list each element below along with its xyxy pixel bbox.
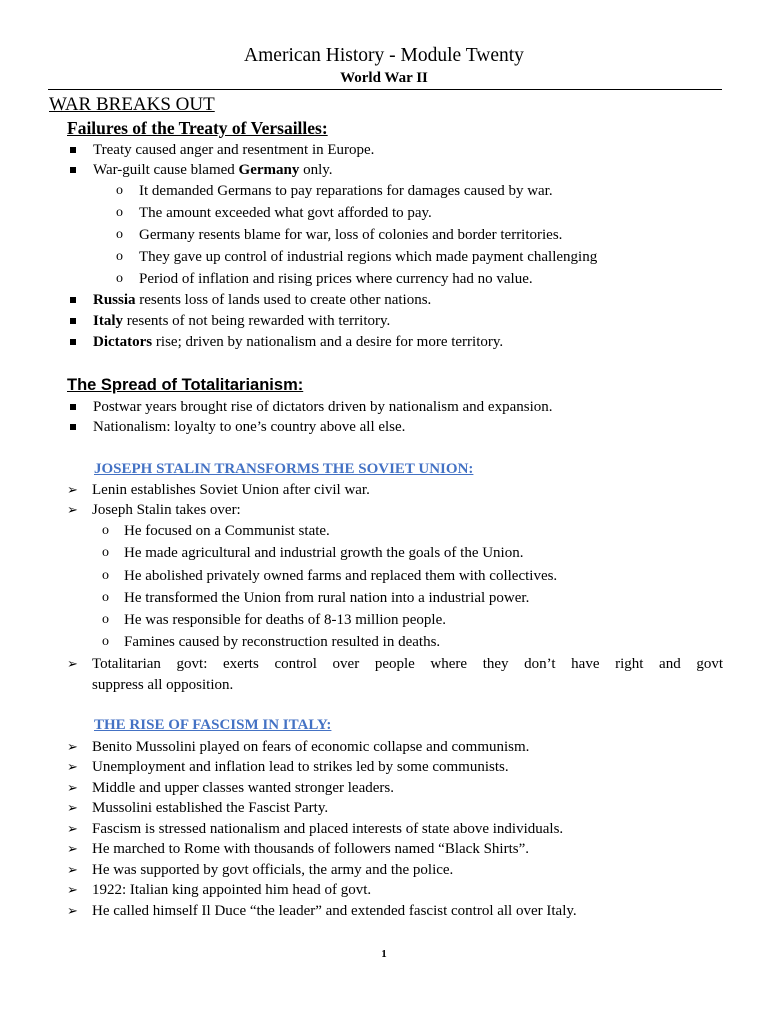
list-item: He was responsible for deaths of 8-13 million people.: [124, 612, 447, 628]
arrow-bullet-icon: ➢: [67, 656, 78, 671]
list-item: Nationalism: loyalty to one’s country above all else.: [93, 419, 406, 435]
list-item: He transformed the Union from rural nation into a industrial power.: [124, 590, 530, 606]
circle-bullet-icon: o: [102, 590, 109, 605]
circle-bullet-icon: o: [102, 612, 109, 627]
list-item: Totalitarian govt: exerts control over people where they don’t have right and govt: [92, 656, 723, 672]
list-item: He marched to Rome with thousands of followers named “Black Shirts”.: [92, 841, 529, 857]
square-bullet-icon: [70, 297, 76, 303]
list-item: Period of inflation and rising prices where currency had no value.: [139, 271, 533, 287]
list-item: He called himself Il Duce “the leader” and extended fascist control all over Italy.: [92, 903, 577, 919]
page-number: 1: [381, 948, 387, 960]
list-item: He made agricultural and industrial growth the goals of the Union.: [124, 545, 524, 561]
list-item: Lenin establishes Soviet Union after civil war.: [92, 482, 370, 498]
list-item-continuation: suppress all opposition.: [92, 677, 234, 693]
list-item: Joseph Stalin takes over:: [92, 502, 241, 518]
list-item: Benito Mussolini played on fears of economic collapse and communism.: [92, 739, 530, 755]
section-title-versailles: Failures of the Treaty of Versailles:: [67, 118, 328, 138]
list-item: Treaty caused anger and resentment in Europe.: [93, 142, 375, 158]
circle-bullet-icon: o: [116, 227, 123, 242]
document-title: American History - Module Twenty: [244, 45, 524, 66]
list-item: Mussolini established the Fascist Party.: [92, 800, 329, 816]
square-bullet-icon: [70, 318, 76, 324]
arrow-bullet-icon: ➢: [67, 780, 78, 795]
arrow-bullet-icon: ➢: [67, 502, 78, 517]
list-item: Russia resents loss of lands used to create other nations.: [93, 292, 432, 308]
square-bullet-icon: [70, 424, 76, 430]
arrow-bullet-icon: ➢: [67, 903, 78, 918]
circle-bullet-icon: o: [102, 523, 109, 538]
square-bullet-icon: [70, 147, 76, 153]
list-item: He was supported by govt officials, the army and the police.: [92, 862, 454, 878]
square-bullet-icon: [70, 404, 76, 410]
circle-bullet-icon: o: [116, 249, 123, 264]
list-item: The amount exceeded what govt afforded to pay.: [139, 205, 432, 221]
list-item: Famines caused by reconstruction resulted in deaths.: [124, 634, 441, 650]
list-item: War-guilt cause blamed Germany only.: [93, 162, 333, 178]
list-item: Fascism is stressed nationalism and placed interests of state above individuals.: [92, 821, 564, 837]
circle-bullet-icon: o: [116, 271, 123, 286]
subsection-title-stalin: JOSEPH STALIN TRANSFORMS THE SOVIET UNION:: [94, 461, 474, 477]
subsection-title-fascism: THE RISE OF FASCISM IN ITALY:: [94, 717, 332, 733]
title-divider: [48, 89, 722, 90]
square-bullet-icon: [70, 167, 76, 173]
list-item: Middle and upper classes wanted stronger leaders.: [92, 780, 394, 796]
circle-bullet-icon: o: [116, 205, 123, 220]
arrow-bullet-icon: ➢: [67, 821, 78, 836]
list-item: He focused on a Communist state.: [124, 523, 330, 539]
circle-bullet-icon: o: [116, 183, 123, 198]
list-item: He abolished privately owned farms and replaced them with collectives.: [124, 568, 558, 584]
circle-bullet-icon: o: [102, 545, 109, 560]
list-item: Unemployment and inflation lead to strikes led by some communists.: [92, 759, 509, 775]
list-item: Germany resents blame for war, loss of colonies and border territories.: [139, 227, 563, 243]
section-heading: WAR BREAKS OUT: [49, 94, 215, 115]
list-item: It demanded Germans to pay reparations for damages caused by war.: [139, 183, 553, 199]
arrow-bullet-icon: ➢: [67, 800, 78, 815]
circle-bullet-icon: o: [102, 568, 109, 583]
arrow-bullet-icon: ➢: [67, 862, 78, 877]
document-subtitle: World War II: [340, 70, 428, 86]
circle-bullet-icon: o: [102, 634, 109, 649]
arrow-bullet-icon: ➢: [67, 882, 78, 897]
arrow-bullet-icon: ➢: [67, 759, 78, 774]
arrow-bullet-icon: ➢: [67, 482, 78, 497]
square-bullet-icon: [70, 339, 76, 345]
arrow-bullet-icon: ➢: [67, 841, 78, 856]
list-item: Italy resents of not being rewarded with territory.: [93, 313, 391, 329]
list-item: Dictators rise; driven by nationalism and a desire for more territory.: [93, 334, 504, 350]
list-item: Postwar years brought rise of dictators driven by nationalism and expansion.: [93, 399, 553, 415]
list-item: 1922: Italian king appointed him head of govt.: [92, 882, 372, 898]
list-item: They gave up control of industrial regions which made payment challenging: [139, 249, 598, 265]
arrow-bullet-icon: ➢: [67, 739, 78, 754]
section-title-totalitarianism: The Spread of Totalitarianism:: [67, 376, 304, 394]
